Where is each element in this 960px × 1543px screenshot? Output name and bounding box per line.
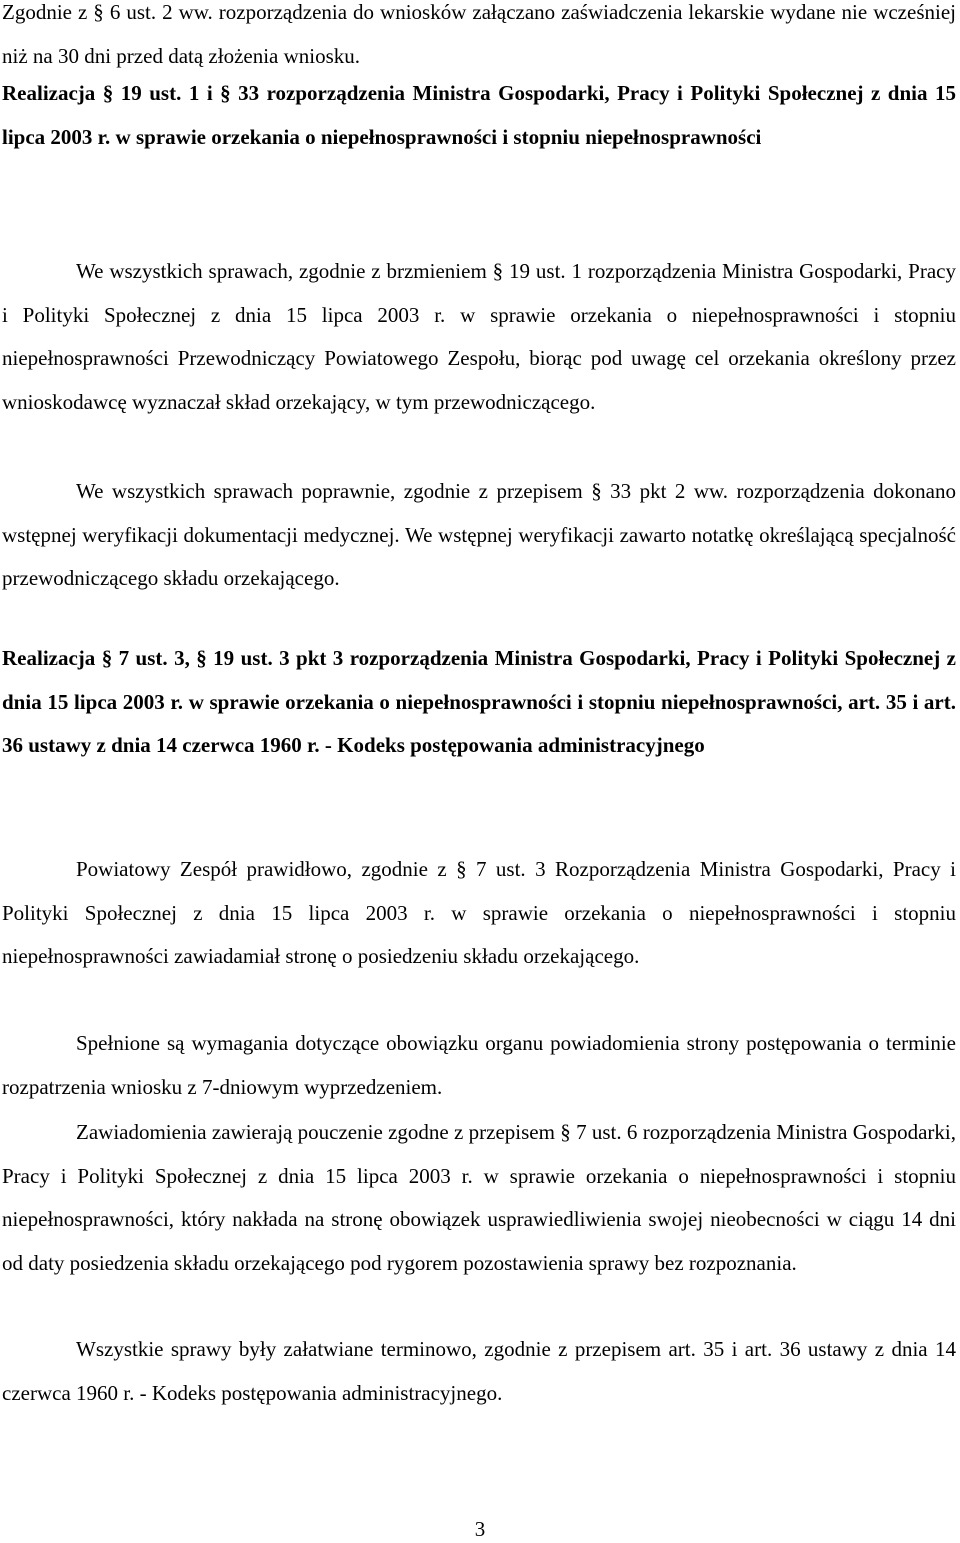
paragraph-panel-composition: We wszystkich sprawach, zgodnie z brzmieniem § 19 ust. 1 rozporządzenia Ministra Gospodarki, Pracy i Polityki Społecznej z dnia 15 lipca 2003 r. w sprawie orzekania o niepełnosprawności i stopniu niepełnosprawności Przewodniczący Powiatowego Zespołu, biorąc pod uwagę cel orzekania określony przez wnioskodawcę wyznaczał skład orzekający, w tym przewodniczącego. [2, 259, 956, 414]
paragraph-document-verification: We wszystkich sprawach poprawnie, zgodnie z przepisem § 33 pkt 2 ww. rozporządzenia dokonano wstępnej weryfikacji dokumentacji medycznej. We wstępnej weryfikacji zawarto notatkę określającą specjalność przewodniczącego składu orzekającego. [2, 479, 956, 590]
page-number: 3 [474, 1517, 486, 1541]
paragraph-timeliness: Wszystkie sprawy były załatwiane terminowo, zgodnie z przepisem art. 35 i art. 36 ustawy z dnia 14 czerwca 1960 r. - Kodeks postępowania administracyjnego. [2, 1337, 956, 1405]
paragraph-notice-requirements: Spełnione są wymagania dotyczące obowiązku organu powiadomienia strony postępowania o terminie rozpatrzenia wniosku z 7-dniowym wyprzedzeniem. [2, 1031, 956, 1099]
paragraph-party-notification: Powiatowy Zespół prawidłowo, zgodnie z § 7 ust. 3 Rozporządzenia Ministra Gospodarki, Pracy i Polityki Społecznej z dnia 15 lipca 2003 r. w sprawie orzekania o niepełnosprawności i stopniu niepełnosprawności zawiadamiał stronę o posiedzeniu składu orzekającego. [2, 857, 956, 968]
paragraph-notice-instruction: Zawiadomienia zawierają pouczenie zgodne z przepisem § 7 ust. 6 rozporządzenia Ministra Gospodarki, Pracy i Polityki Społecznej z dnia 15 lipca 2003 r. w sprawie orzekania o niepełnosprawności i stopniu niepełnosprawności, który nakłada na stronę obowiązek usprawiedliwienia swojej nieobecności w ciągu 14 dni od daty posiedzenia składu orzekającego pod rygorem pozostawienia sprawy bez rozpoznania. [2, 1120, 956, 1275]
paragraph-attestation: Zgodnie z § 6 ust. 2 ww. rozporządzenia do wniosków załączano zaświadczenia lekarskie wydane nie wcześniej niż na 30 dni przed datą złożenia wniosku. [2, 0, 956, 68]
section-heading-notification: Realizacja § 7 ust. 3, § 19 ust. 3 pkt 3 rozporządzenia Ministra Gospodarki, Pracy i Polityki Społecznej z dnia 15 lipca 2003 r. w sprawie orzekania o niepełnosprawności i stopniu niepełnosprawności, art. 35 i art. 36 ustawy z dnia 14 czerwca 1960 r. - Kodeks postępowania administracyjnego [2, 646, 956, 757]
section-heading-composition: Realizacja § 19 ust. 1 i § 33 rozporządzenia Ministra Gospodarki, Pracy i Polityki Społecznej z dnia 15 lipca 2003 r. w sprawie orzekania o niepełnosprawności i stopniu niepełnosprawności [2, 81, 956, 149]
